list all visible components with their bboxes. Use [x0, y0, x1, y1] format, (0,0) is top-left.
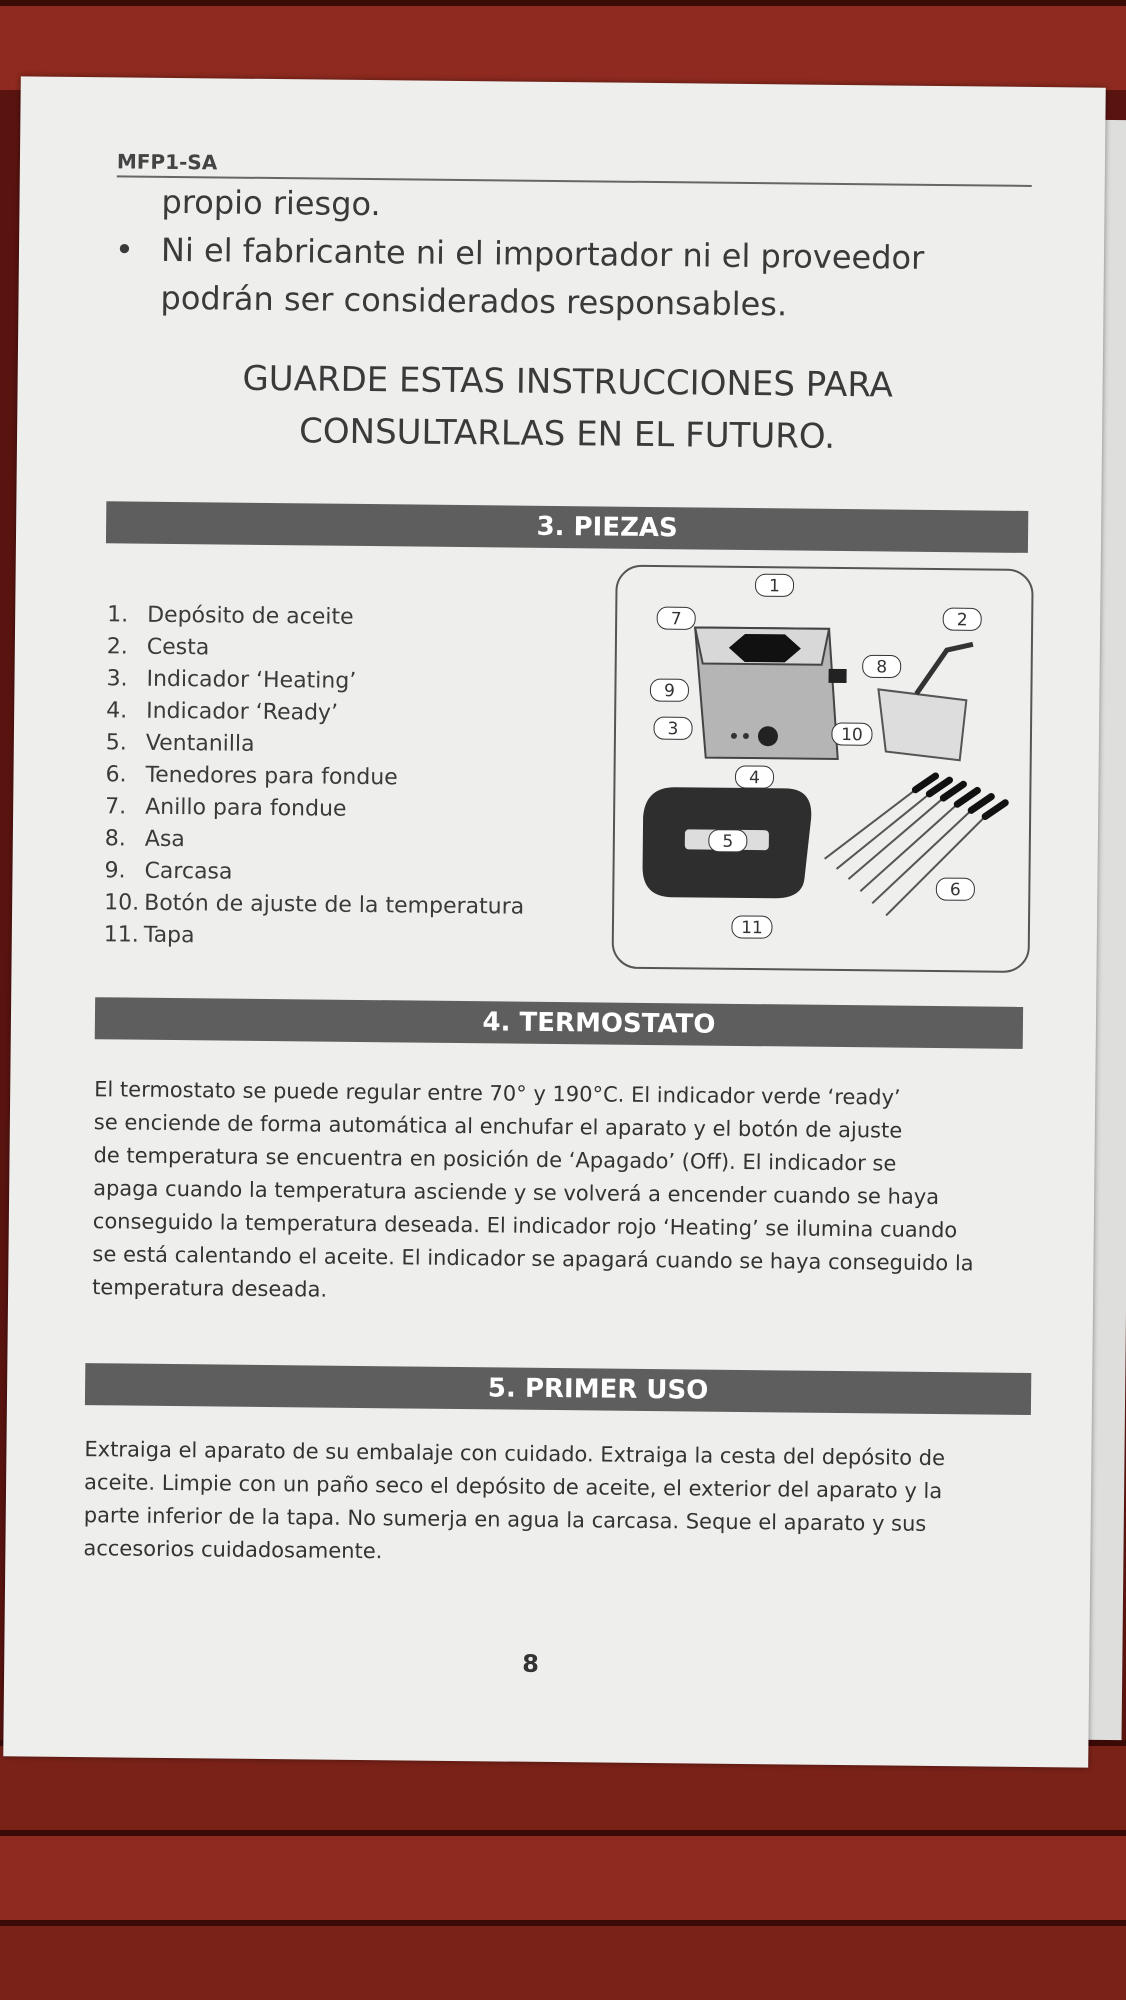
keep-line-1: GUARDE ESTAS INSTRUCCIONES PARA: [242, 358, 894, 406]
thermostat-text: [92, 1073, 1034, 1314]
section-title-first-use: 5. PRIMER USO: [487, 1373, 709, 1406]
text-line: se enciende de forma automática al enchufar el aparato y el botón de ajuste: [93, 1110, 903, 1143]
text-line: El termostato se puede regular entre 70° y 190°C. El indicador verde ‘ready’: [94, 1077, 901, 1110]
list-item: 10. Botón de ajuste de la temperatura: [104, 890, 525, 920]
list-item: 1. Depósito de aceite: [107, 602, 354, 630]
callout-7: 7: [670, 609, 682, 630]
callout-3: 3: [667, 719, 679, 740]
text-line: se está calentando el aceite. El indicador se apagará cuando se haya conseguido la: [92, 1242, 974, 1276]
callout-6: 6: [949, 880, 961, 901]
text-line: aceite. Limpie con un paño seco el depósito de aceite, el exterior del aparato y la: [83, 1470, 943, 1504]
handle: [829, 669, 847, 683]
callout-4: 4: [748, 768, 761, 789]
list-item: 8. Asa: [104, 826, 185, 853]
text-line: Extraiga el aparato de su embalaje con cuidado. Extraiga la cesta del depósito de: [84, 1437, 946, 1471]
text-line: temperatura deseada.: [92, 1275, 328, 1302]
wood-slat: [0, 1920, 1126, 2000]
manual-page: [3, 76, 1106, 1767]
keep-line-2: CONSULTARLAS EN EL FUTURO.: [298, 411, 836, 457]
callout-8: 8: [876, 657, 888, 678]
keep-instructions-notice: [157, 352, 978, 465]
callout-2: 2: [956, 610, 968, 631]
section-title-thermostat: 4. TERMOSTATO: [482, 1007, 716, 1040]
first-use-text: [83, 1433, 1034, 1575]
wood-slat: [0, 1830, 1126, 1920]
callout-5: 5: [722, 831, 734, 852]
section-bar-first-use: [85, 1363, 1031, 1415]
list-item: 2. Cesta: [106, 634, 210, 661]
bullet-item: [114, 225, 975, 324]
basket-handle: [916, 644, 973, 695]
basket: [878, 689, 967, 760]
bullet-dot: •: [114, 230, 135, 269]
list-item: 7. Anillo para fondue: [105, 794, 347, 822]
model-code: MFP1-SA: [116, 149, 218, 175]
list-item: 6. Tenedores para fondue: [105, 762, 398, 791]
text-line: conseguido la temperatura deseada. El indicador rojo ‘Heating’ se ilumina cuando: [92, 1209, 958, 1243]
list-item: 5. Ventanilla: [105, 730, 255, 757]
list-item: 9. Carcasa: [104, 858, 233, 885]
text-line: de temperatura se encuentra en posición de ‘Apagado’ (Off). El indicador se: [93, 1143, 897, 1176]
callout-1: 1: [769, 576, 781, 597]
list-item: 4. Indicador ‘Ready’: [106, 698, 339, 726]
list-item: 3. Indicador ‘Heating’: [106, 666, 357, 694]
wood-slat: [0, 0, 1126, 90]
text-line: apaga cuando la temperatura asciende y se volverá a encender cuando se haya: [93, 1176, 940, 1210]
page-number: 8: [522, 1649, 540, 1678]
section-bar-thermostat: [95, 997, 1023, 1049]
fryer-diagram: [614, 567, 1032, 971]
section-title-parts: 3. PIEZAS: [536, 511, 678, 544]
bullet-text: Ni el fabricante ni el importador ni el proveedor podrán ser considerados responsables.: [160, 230, 925, 324]
callout-9: 9: [663, 681, 675, 702]
callout-11: 11: [741, 917, 763, 939]
continuation-text: propio riesgo.: [161, 182, 381, 224]
text-line: parte inferior de la tapa. No sumerja en agua la carcasa. Seque el aparato y sus: [83, 1503, 927, 1536]
parts-list: [104, 599, 528, 955]
section-bar-parts: [106, 501, 1028, 553]
fryer-parts-illustration: [612, 565, 1034, 973]
list-item: 11. Tapa: [103, 922, 195, 949]
callout-10: 10: [841, 724, 863, 746]
text-line: accesorios cuidadosamente.: [83, 1536, 383, 1564]
